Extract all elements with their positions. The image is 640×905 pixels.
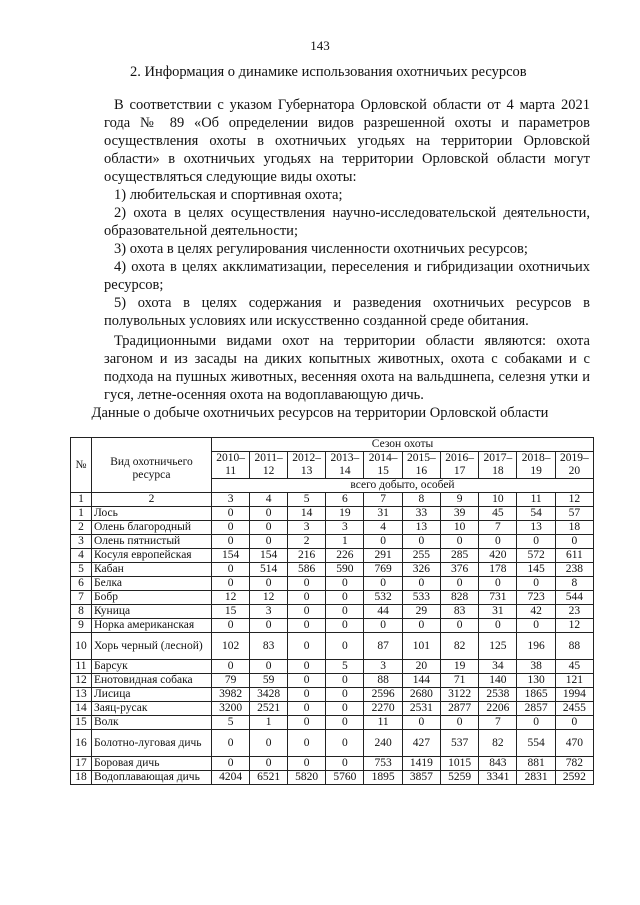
harvest-value: 782 bbox=[555, 757, 593, 771]
col-num-header: № bbox=[71, 438, 92, 493]
harvest-value: 0 bbox=[517, 577, 555, 591]
harvest-value: 2680 bbox=[402, 688, 440, 702]
hunt-type-item: 3) охота в целях регулирования численности охотничьих ресурсов; bbox=[114, 241, 528, 257]
species-name: Куница bbox=[92, 605, 212, 619]
harvest-value: 0 bbox=[212, 660, 250, 674]
species-name: Волк bbox=[92, 716, 212, 730]
row-number: 3 bbox=[71, 535, 92, 549]
harvest-value: 144 bbox=[402, 674, 440, 688]
harvest-value: 87 bbox=[364, 633, 402, 660]
harvest-value: 10 bbox=[440, 521, 478, 535]
harvest-value: 0 bbox=[440, 619, 478, 633]
harvest-value: 2857 bbox=[517, 702, 555, 716]
harvest-value: 0 bbox=[287, 633, 325, 660]
harvest-value: 216 bbox=[287, 549, 325, 563]
row-number: 14 bbox=[71, 702, 92, 716]
row-number: 7 bbox=[71, 591, 92, 605]
species-name: Косуля европейская bbox=[92, 549, 212, 563]
harvest-value: 101 bbox=[402, 633, 440, 660]
harvest-value: 0 bbox=[287, 716, 325, 730]
row-number: 2 bbox=[71, 521, 92, 535]
harvest-value: 532 bbox=[364, 591, 402, 605]
harvest-value: 0 bbox=[287, 577, 325, 591]
season-col-header: 2018– 19 bbox=[517, 452, 555, 479]
harvest-value: 828 bbox=[440, 591, 478, 605]
row-number: 9 bbox=[71, 619, 92, 633]
harvest-value: 13 bbox=[402, 521, 440, 535]
harvest-value: 154 bbox=[212, 549, 250, 563]
harvest-value: 0 bbox=[479, 619, 517, 633]
harvest-value: 2 bbox=[287, 535, 325, 549]
harvest-value: 102 bbox=[212, 633, 250, 660]
harvest-value: 554 bbox=[517, 730, 555, 757]
harvest-value: 2538 bbox=[479, 688, 517, 702]
harvest-value: 6521 bbox=[250, 771, 288, 785]
harvest-value: 0 bbox=[250, 507, 288, 521]
harvest-value: 0 bbox=[402, 619, 440, 633]
harvest-value: 0 bbox=[402, 535, 440, 549]
harvest-value: 611 bbox=[555, 549, 593, 563]
season-col-header: 2016– 17 bbox=[440, 452, 478, 479]
harvest-value: 537 bbox=[440, 730, 478, 757]
column-number: 11 bbox=[517, 493, 555, 507]
column-number: 2 bbox=[92, 493, 212, 507]
harvest-value: 31 bbox=[364, 507, 402, 521]
harvest-value: 0 bbox=[212, 730, 250, 757]
column-number: 7 bbox=[364, 493, 402, 507]
harvest-value: 0 bbox=[440, 577, 478, 591]
harvest-value: 0 bbox=[250, 730, 288, 757]
species-name: Олень пятнистый bbox=[92, 535, 212, 549]
harvest-value: 88 bbox=[555, 633, 593, 660]
harvest-value: 130 bbox=[517, 674, 555, 688]
harvest-value: 178 bbox=[479, 563, 517, 577]
harvest-value: 0 bbox=[212, 535, 250, 549]
harvest-value: 38 bbox=[517, 660, 555, 674]
harvest-value: 3428 bbox=[250, 688, 288, 702]
harvest-value: 12 bbox=[250, 591, 288, 605]
harvest-value: 0 bbox=[440, 716, 478, 730]
harvest-value: 0 bbox=[250, 619, 288, 633]
harvest-value: 82 bbox=[479, 730, 517, 757]
harvest-value: 843 bbox=[479, 757, 517, 771]
harvest-value: 5760 bbox=[326, 771, 364, 785]
row-number: 8 bbox=[71, 605, 92, 619]
harvest-value: 2596 bbox=[364, 688, 402, 702]
harvest-value: 572 bbox=[517, 549, 555, 563]
species-name: Олень благородный bbox=[92, 521, 212, 535]
harvest-value: 29 bbox=[402, 605, 440, 619]
harvest-value: 326 bbox=[402, 563, 440, 577]
harvest-value: 0 bbox=[364, 535, 402, 549]
harvest-value: 1895 bbox=[364, 771, 402, 785]
harvest-value: 723 bbox=[517, 591, 555, 605]
harvest-value: 83 bbox=[440, 605, 478, 619]
col-species-header: Вид охотничьего ресурса bbox=[92, 438, 212, 493]
harvest-value: 255 bbox=[402, 549, 440, 563]
species-name: Лось bbox=[92, 507, 212, 521]
table-row bbox=[71, 535, 594, 549]
harvest-value: 0 bbox=[326, 757, 364, 771]
harvest-value: 769 bbox=[364, 563, 402, 577]
harvest-value: 0 bbox=[517, 535, 555, 549]
harvest-value: 83 bbox=[250, 633, 288, 660]
column-number: 5 bbox=[287, 493, 325, 507]
season-col-header: 2019– 20 bbox=[555, 452, 593, 479]
harvest-value: 3 bbox=[250, 605, 288, 619]
season-col-header: 2015– 16 bbox=[402, 452, 440, 479]
hunt-type-item: 2) охота в целях осуществления научно-исследовательской деятельности, образовательной деятельности; bbox=[104, 205, 590, 239]
season-col-header: 2011– 12 bbox=[250, 452, 288, 479]
column-number-row bbox=[71, 493, 594, 507]
harvest-table bbox=[70, 437, 594, 785]
table-row bbox=[71, 674, 594, 688]
harvest-value: 3200 bbox=[212, 702, 250, 716]
species-name: Лисица bbox=[92, 688, 212, 702]
harvest-value: 0 bbox=[287, 591, 325, 605]
harvest-value: 2521 bbox=[250, 702, 288, 716]
column-number: 4 bbox=[250, 493, 288, 507]
harvest-value: 0 bbox=[402, 577, 440, 591]
hunt-types-list bbox=[104, 186, 590, 330]
column-number: 3 bbox=[212, 493, 250, 507]
harvest-value: 586 bbox=[287, 563, 325, 577]
harvest-value: 0 bbox=[287, 660, 325, 674]
harvest-value: 0 bbox=[250, 757, 288, 771]
table-row bbox=[71, 660, 594, 674]
harvest-value: 3122 bbox=[440, 688, 478, 702]
harvest-value: 3 bbox=[287, 521, 325, 535]
table-row bbox=[71, 771, 594, 785]
table-row bbox=[71, 591, 594, 605]
unit-header: всего добыто, особей bbox=[212, 479, 594, 493]
harvest-value: 18 bbox=[555, 521, 593, 535]
harvest-value: 57 bbox=[555, 507, 593, 521]
body-text bbox=[104, 96, 590, 404]
harvest-value: 45 bbox=[555, 660, 593, 674]
harvest-value: 121 bbox=[555, 674, 593, 688]
harvest-value: 2531 bbox=[402, 702, 440, 716]
traditional-paragraph: Традиционными видами охот на территории области являются: охота загоном и из засады на диких копытных животных, охота с собаками и с подхода на пушных животных, весенняя охота на вальдшнепа, селезня утки и гуся, летне-осенняя охота на водоплавающую дичь. bbox=[104, 333, 590, 403]
harvest-value: 15 bbox=[212, 605, 250, 619]
harvest-value: 240 bbox=[364, 730, 402, 757]
season-col-header: 2013– 14 bbox=[326, 452, 364, 479]
table-row bbox=[71, 633, 594, 660]
table-caption: Данные о добыче охотничьих ресурсов на территории Орловской области bbox=[91, 405, 549, 421]
harvest-value: 0 bbox=[287, 619, 325, 633]
harvest-value: 3982 bbox=[212, 688, 250, 702]
species-name: Норка американская bbox=[92, 619, 212, 633]
harvest-value: 420 bbox=[479, 549, 517, 563]
table-row bbox=[71, 563, 594, 577]
harvest-value: 376 bbox=[440, 563, 478, 577]
harvest-value: 291 bbox=[364, 549, 402, 563]
harvest-value: 2455 bbox=[555, 702, 593, 716]
harvest-value: 3341 bbox=[479, 771, 517, 785]
harvest-value: 7 bbox=[479, 521, 517, 535]
harvest-value: 196 bbox=[517, 633, 555, 660]
species-name: Белка bbox=[92, 577, 212, 591]
harvest-value: 154 bbox=[250, 549, 288, 563]
species-name: Заяц-русак bbox=[92, 702, 212, 716]
harvest-value: 226 bbox=[326, 549, 364, 563]
harvest-value: 34 bbox=[479, 660, 517, 674]
species-name: Кабан bbox=[92, 563, 212, 577]
column-number: 10 bbox=[479, 493, 517, 507]
harvest-value: 4204 bbox=[212, 771, 250, 785]
harvest-value: 0 bbox=[364, 619, 402, 633]
species-name: Хорь черный (лесной) bbox=[92, 633, 212, 660]
table-row bbox=[71, 619, 594, 633]
harvest-value: 0 bbox=[287, 674, 325, 688]
harvest-value: 544 bbox=[555, 591, 593, 605]
harvest-value: 470 bbox=[555, 730, 593, 757]
harvest-value: 1419 bbox=[402, 757, 440, 771]
species-name: Барсук bbox=[92, 660, 212, 674]
season-col-header: 2014– 15 bbox=[364, 452, 402, 479]
row-number: 13 bbox=[71, 688, 92, 702]
harvest-value: 2206 bbox=[479, 702, 517, 716]
harvest-value: 11 bbox=[364, 716, 402, 730]
harvest-value: 42 bbox=[517, 605, 555, 619]
column-number: 12 bbox=[555, 493, 593, 507]
harvest-value: 3 bbox=[326, 521, 364, 535]
harvest-value: 0 bbox=[326, 688, 364, 702]
harvest-value: 0 bbox=[250, 577, 288, 591]
harvest-value: 71 bbox=[440, 674, 478, 688]
harvest-value: 45 bbox=[479, 507, 517, 521]
harvest-value: 533 bbox=[402, 591, 440, 605]
hunt-type-item: 4) охота в целях акклиматизации, переселения и гибридизации охотничьих ресурсов; bbox=[104, 259, 590, 293]
column-number: 6 bbox=[326, 493, 364, 507]
table-row bbox=[71, 757, 594, 771]
table-row bbox=[71, 688, 594, 702]
harvest-value: 0 bbox=[479, 577, 517, 591]
harvest-value: 3857 bbox=[402, 771, 440, 785]
harvest-value: 1865 bbox=[517, 688, 555, 702]
harvest-value: 0 bbox=[402, 716, 440, 730]
harvest-value: 1 bbox=[326, 535, 364, 549]
harvest-value: 0 bbox=[212, 563, 250, 577]
harvest-value: 238 bbox=[555, 563, 593, 577]
row-number: 6 bbox=[71, 577, 92, 591]
harvest-value: 0 bbox=[440, 535, 478, 549]
harvest-value: 2592 bbox=[555, 771, 593, 785]
row-number: 5 bbox=[71, 563, 92, 577]
harvest-value: 12 bbox=[212, 591, 250, 605]
season-col-header: 2012– 13 bbox=[287, 452, 325, 479]
harvest-value: 0 bbox=[517, 716, 555, 730]
row-number: 10 bbox=[71, 633, 92, 660]
harvest-value: 5 bbox=[326, 660, 364, 674]
harvest-value: 12 bbox=[555, 619, 593, 633]
harvest-value: 0 bbox=[287, 730, 325, 757]
season-header: Сезон охоты bbox=[212, 438, 594, 452]
table-row bbox=[71, 507, 594, 521]
harvest-value: 59 bbox=[250, 674, 288, 688]
species-name: Енотовидная собака bbox=[92, 674, 212, 688]
harvest-value: 0 bbox=[326, 633, 364, 660]
harvest-value: 44 bbox=[364, 605, 402, 619]
harvest-value: 5259 bbox=[440, 771, 478, 785]
harvest-value: 1994 bbox=[555, 688, 593, 702]
table-row bbox=[71, 716, 594, 730]
row-number: 17 bbox=[71, 757, 92, 771]
table-row bbox=[71, 549, 594, 563]
harvest-value: 13 bbox=[517, 521, 555, 535]
species-name: Водоплавающая дичь bbox=[92, 771, 212, 785]
species-name: Болотно-луговая дичь bbox=[92, 730, 212, 757]
row-number: 16 bbox=[71, 730, 92, 757]
column-number: 1 bbox=[71, 493, 92, 507]
harvest-value: 0 bbox=[250, 521, 288, 535]
harvest-value: 79 bbox=[212, 674, 250, 688]
hunt-type-item: 5) охота в целях содержания и разведения охотничьих ресурсов в полувольных условиях или искусственно созданной среде обитания. bbox=[104, 295, 590, 329]
harvest-value: 39 bbox=[440, 507, 478, 521]
harvest-value: 881 bbox=[517, 757, 555, 771]
harvest-value: 514 bbox=[250, 563, 288, 577]
intro-paragraph: В соответствии с указом Губернатора Орловской области от 4 марта 2021 года № 89 «Об определении видов разрешенной охоты и параметров осуществления охоты в охотничьих угодьях на территории Орловской области» в охотничьих угодьях на территории Орловской области могут осуществляться следующие виды охоты: bbox=[104, 97, 590, 185]
harvest-value: 5820 bbox=[287, 771, 325, 785]
harvest-value: 20 bbox=[402, 660, 440, 674]
harvest-value: 0 bbox=[250, 660, 288, 674]
table-row bbox=[71, 605, 594, 619]
row-number: 12 bbox=[71, 674, 92, 688]
harvest-value: 2877 bbox=[440, 702, 478, 716]
harvest-value: 0 bbox=[326, 619, 364, 633]
harvest-value: 145 bbox=[517, 563, 555, 577]
harvest-value: 5 bbox=[212, 716, 250, 730]
harvest-value: 0 bbox=[326, 730, 364, 757]
harvest-value: 0 bbox=[212, 507, 250, 521]
table-row bbox=[71, 702, 594, 716]
harvest-value: 1015 bbox=[440, 757, 478, 771]
harvest-value: 731 bbox=[479, 591, 517, 605]
harvest-value: 31 bbox=[479, 605, 517, 619]
harvest-value: 4 bbox=[364, 521, 402, 535]
harvest-value: 14 bbox=[287, 507, 325, 521]
harvest-value: 0 bbox=[287, 757, 325, 771]
season-col-header: 2017– 18 bbox=[479, 452, 517, 479]
species-name: Боровая дичь bbox=[92, 757, 212, 771]
harvest-value: 125 bbox=[479, 633, 517, 660]
section-heading: 2. Информация о динамике использования охотничьих ресурсов bbox=[130, 64, 527, 80]
harvest-value: 0 bbox=[326, 716, 364, 730]
row-number: 1 bbox=[71, 507, 92, 521]
column-number: 9 bbox=[440, 493, 478, 507]
harvest-value: 0 bbox=[555, 716, 593, 730]
harvest-value: 0 bbox=[326, 577, 364, 591]
row-number: 11 bbox=[71, 660, 92, 674]
harvest-value: 19 bbox=[440, 660, 478, 674]
harvest-value: 590 bbox=[326, 563, 364, 577]
row-number: 4 bbox=[71, 549, 92, 563]
species-name: Бобр bbox=[92, 591, 212, 605]
harvest-value: 0 bbox=[326, 674, 364, 688]
harvest-value: 2831 bbox=[517, 771, 555, 785]
column-number: 8 bbox=[402, 493, 440, 507]
harvest-value: 3 bbox=[364, 660, 402, 674]
row-number: 15 bbox=[71, 716, 92, 730]
row-number: 18 bbox=[71, 771, 92, 785]
harvest-value: 0 bbox=[326, 591, 364, 605]
table-row bbox=[71, 730, 594, 757]
harvest-value: 0 bbox=[212, 577, 250, 591]
harvest-value: 0 bbox=[212, 757, 250, 771]
hunt-type-item: 1) любительская и спортивная охота; bbox=[114, 187, 343, 203]
harvest-value: 7 bbox=[479, 716, 517, 730]
harvest-value: 427 bbox=[402, 730, 440, 757]
harvest-value: 285 bbox=[440, 549, 478, 563]
harvest-value: 0 bbox=[479, 535, 517, 549]
harvest-value: 0 bbox=[212, 619, 250, 633]
harvest-value: 753 bbox=[364, 757, 402, 771]
page-number: 143 bbox=[310, 38, 330, 53]
harvest-value: 0 bbox=[287, 688, 325, 702]
harvest-value: 8 bbox=[555, 577, 593, 591]
harvest-value: 140 bbox=[479, 674, 517, 688]
table-row bbox=[71, 577, 594, 591]
table-row bbox=[71, 521, 594, 535]
harvest-value: 0 bbox=[250, 535, 288, 549]
harvest-value: 0 bbox=[364, 577, 402, 591]
harvest-value: 0 bbox=[326, 605, 364, 619]
harvest-value: 1 bbox=[250, 716, 288, 730]
harvest-value: 19 bbox=[326, 507, 364, 521]
harvest-value: 0 bbox=[555, 535, 593, 549]
season-col-header: 2010– 11 bbox=[212, 452, 250, 479]
harvest-value: 88 bbox=[364, 674, 402, 688]
harvest-value: 82 bbox=[440, 633, 478, 660]
harvest-value: 0 bbox=[326, 702, 364, 716]
harvest-value: 0 bbox=[212, 521, 250, 535]
harvest-value: 0 bbox=[517, 619, 555, 633]
harvest-value: 33 bbox=[402, 507, 440, 521]
harvest-value: 54 bbox=[517, 507, 555, 521]
harvest-value: 2270 bbox=[364, 702, 402, 716]
table-body bbox=[71, 507, 594, 785]
harvest-value: 0 bbox=[287, 605, 325, 619]
harvest-value: 23 bbox=[555, 605, 593, 619]
harvest-value: 0 bbox=[287, 702, 325, 716]
